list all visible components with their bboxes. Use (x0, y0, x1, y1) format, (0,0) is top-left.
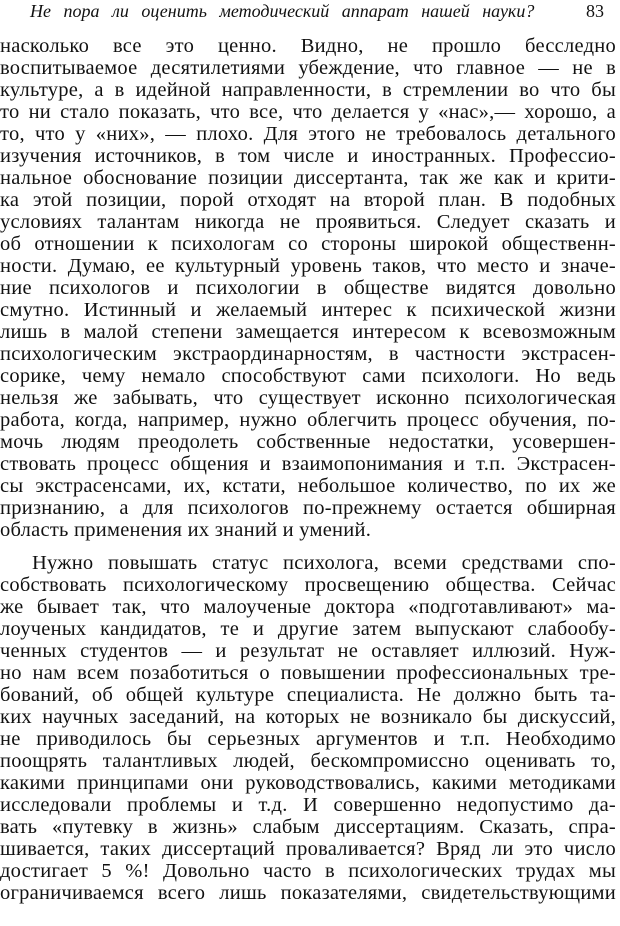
text-line: изучения источников, в том числе и иностранных. Профессио- (0, 145, 616, 167)
text-line: то, что у «них», — плохо. Для этого не требовалось детального (0, 123, 616, 145)
text-line: об отношении к психологам со стороны широкой общественн- (0, 233, 616, 255)
text-line: ствовать процесс общения и взаимопонимания и т.п. Экстрасен- (0, 453, 616, 475)
text-line: работа, когда, например, нужно облегчить процесс обучения, по- (0, 409, 616, 431)
text-line: нальное обоснование позиции диссертанта, так же как и крити- (0, 167, 616, 189)
text-line: шивается, таких диссертаций проваливается? Вряд ли это число (0, 838, 616, 860)
text-line: признанию, а для психологов по-прежнему остается обширная (0, 497, 616, 519)
text-line: ких научных заседаний, на которых не возникало бы дискуссий, (0, 706, 616, 728)
text-line: то ни стало показать, что все, что делается у «нас»,— хорошо, а (0, 101, 616, 123)
text-line: смутно. Истинный и желаемый интерес к психической жизни (0, 299, 616, 321)
text-line: достигает 5 %! Довольно часто в психологических трудах мы (0, 860, 616, 882)
text-line: не приводилось бы серьезных аргументов и т.п. Необходимо (0, 728, 616, 750)
text-line: ограничиваемся всего лишь показателями, свидетельствующими (0, 882, 616, 904)
text-line: собствовать психологическому просвещению общества. Сейчас (0, 574, 616, 596)
text-line: лоученых кандидатов, те и другие затем выпускают слабообу- (0, 618, 616, 640)
page-number: 83 (586, 1, 604, 21)
text-line: культуре, а в идейной направленности, в стремлении во что бы (0, 79, 616, 101)
text-line: ности. Думаю, ее культурный уровень таков, что место и значе- (0, 255, 616, 277)
text-line: лишь в малой степени замещается интересом к всевозможным (0, 321, 616, 343)
text-line: но нам всем позаботиться о повышении профессиональных тре- (0, 662, 616, 684)
text-line: воспитываемое десятилетиями убеждение, что главное — не в (0, 57, 616, 79)
running-title: Не пора ли оценить методический аппарат нашей науки? (30, 1, 535, 21)
text-line: условиях талантам никогда не проявиться. Следует сказать и (0, 211, 616, 233)
text-line: насколько все это ценно. Видно, не прошло бесследно (0, 35, 616, 57)
text-line: ченных студентов — и результат не оставляет иллюзий. Нуж- (0, 640, 616, 662)
text-line: ка этой позиции, порой отходят на второй план. В подобных (0, 189, 616, 211)
text-line: нельзя же забывать, что существует исконно психологическая (0, 387, 616, 409)
text-line: ние психологов и психологии в обществе видятся довольно (0, 277, 616, 299)
text-line: поощрять талантливых людей, бескомпромиссно оценивать то, (0, 750, 616, 772)
text-line: сорике, чему немало способствуют сами психологи. Но ведь (0, 365, 616, 387)
text-line: какими принципами они руководствовались, какими методиками (0, 772, 616, 794)
text-line: мочь людям преодолеть собственные недостатки, усовершен- (0, 431, 616, 453)
running-header (30, 0, 610, 28)
text-line: сы экстрасенсами, их, кстати, небольшое количество, по их же (0, 475, 616, 497)
text-line: Нужно повышать статус психолога, всеми средствами спо- (32, 552, 616, 574)
text-line: бований, об общей культуре специалиста. Не должно быть та- (0, 684, 616, 706)
text-line: психологическим экстраординарностям, в частности экстрасен- (0, 343, 616, 365)
text-line: же бывает так, что малоученые доктора «подготавливают» ма- (0, 596, 616, 618)
text-line: вать «путевку в жизнь» слабым диссертациям. Сказать, спра- (0, 816, 616, 838)
text-line: исследовали проблемы и т.д. И совершенно недопустимо да- (0, 794, 616, 816)
text-line: область применения их знаний и умений. (0, 519, 372, 541)
